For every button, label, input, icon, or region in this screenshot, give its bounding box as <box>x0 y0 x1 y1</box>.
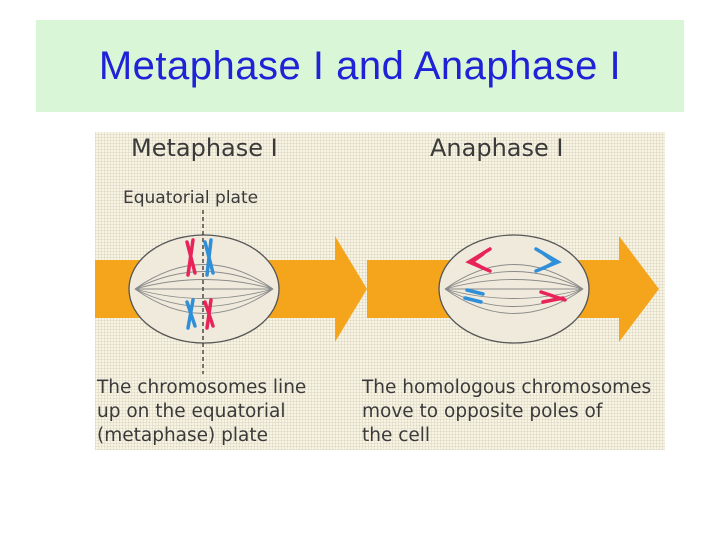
metaphase-cell <box>129 210 279 374</box>
metaphase-caption-line: The chromosomes line <box>97 377 307 398</box>
equatorial-plate-label: Equatorial plate <box>123 188 259 208</box>
diagram-graphics <box>95 132 665 450</box>
anaphase-cell <box>439 235 589 343</box>
metaphase-label: Metaphase I <box>131 134 278 162</box>
anaphase-caption-line: move to opposite poles of <box>362 401 603 422</box>
anaphase-caption-line: the cell <box>362 425 431 446</box>
anaphase-caption-line: The homologous chromosomes <box>362 377 652 398</box>
title-banner <box>36 20 684 112</box>
metaphase-caption-line: (metaphase) plate <box>97 425 268 446</box>
anaphase-label: Anaphase I <box>430 134 564 162</box>
metaphase-caption-line: up on the equatorial <box>97 401 286 422</box>
slide-title: Metaphase I and Anaphase I <box>98 43 622 88</box>
meiosis-figure <box>95 132 665 450</box>
